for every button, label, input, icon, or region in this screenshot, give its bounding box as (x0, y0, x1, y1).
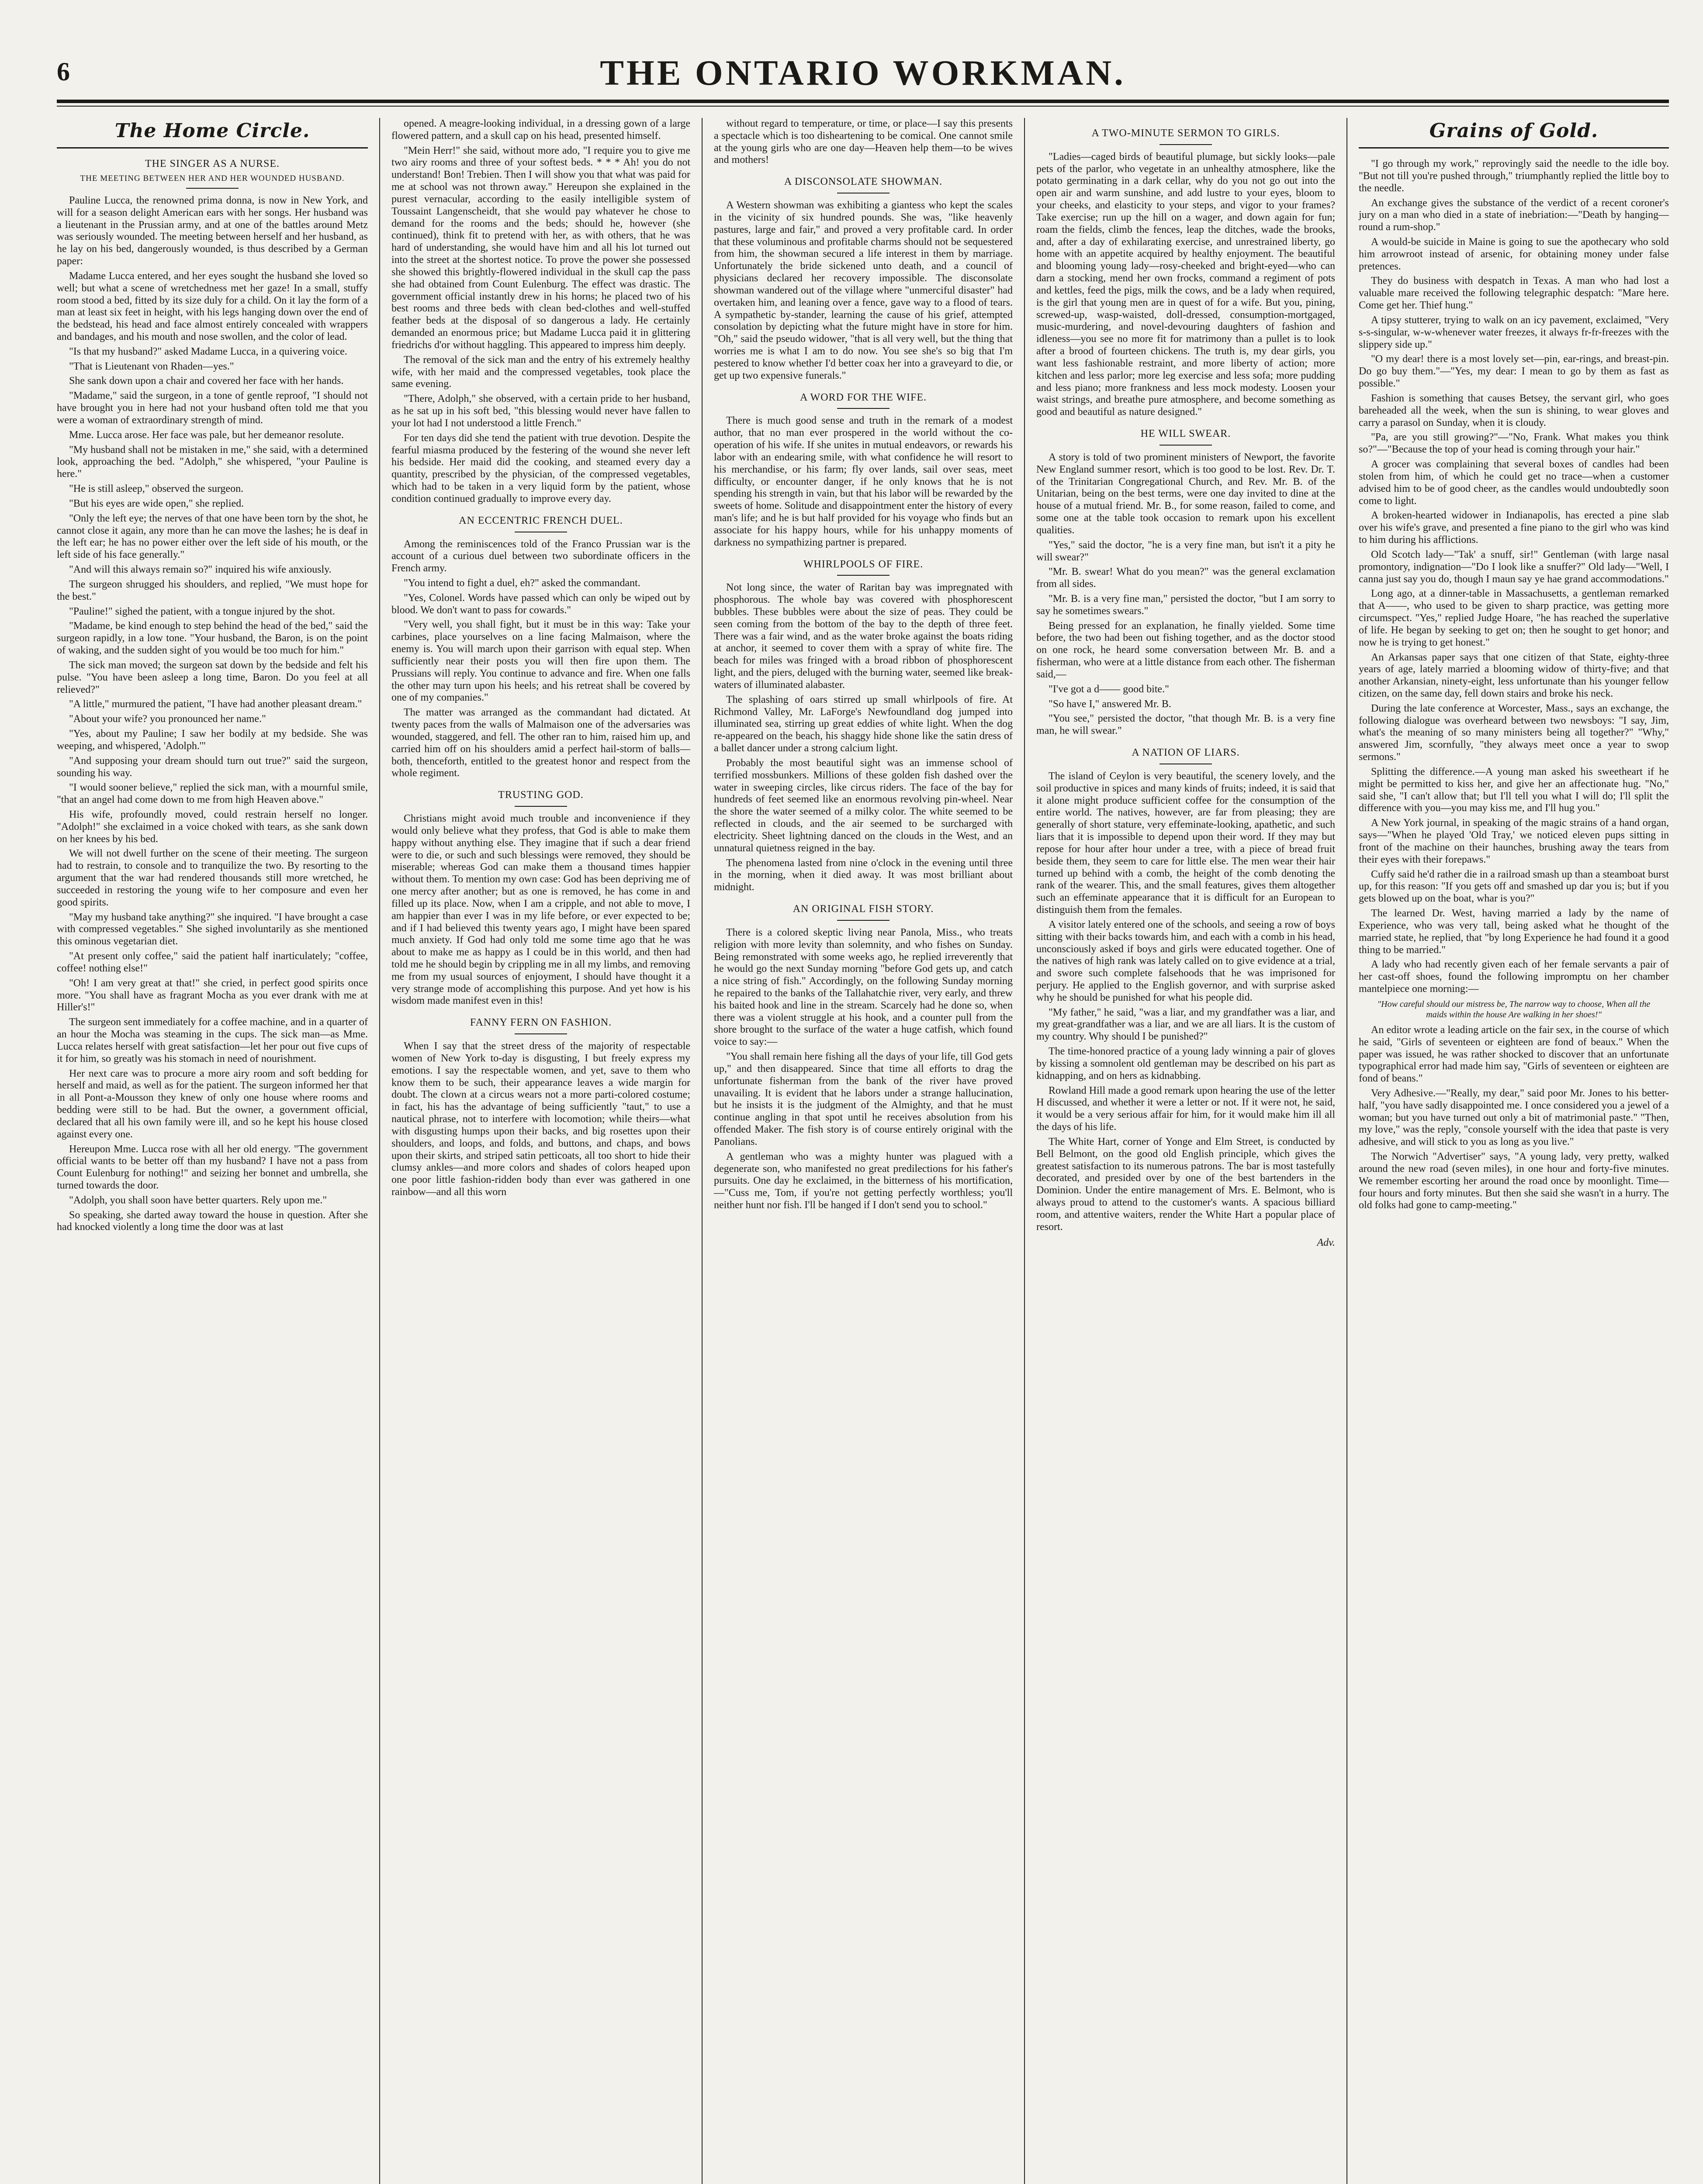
article-paragraph: The island of Ceylon is very beautiful, the scenery lovely, and the soil productive in spices and many kinds of fruits; indeed, it is said that it alone might produce sufficient coffee for the consumption of the entire world. The natives, however, are far from pleasing; they are generally of short stature, very effeminate-looking, apathetic, and such liars that it is impossible to depend upon their word. If they may but repose for hour after hour under a tree, with a piece of bread fruit beside them, they seem to care for little else. The men wear their hair turned up behind with a comb, the height of the comb denoting the rank of the wearer. This, and the small features, gives them altogether such an effeminate appearance that it is difficult for an European to distinguish them from the females. (1036, 770, 1335, 916)
article-paragraph: "Mein Herr!" she said, without more ado, "I require you to give me two airy rooms and three of your softest beds. * * * Ah! you do not understand! Bon! Trebien. Then I will show you that what was paid for me at school was not thrown away." Hereupon she explained in the purest vernacular, according to the easily intelligible system of Toussaint Langenscheidt, that she would pay whatever he chose to demand for the rooms and the beds; should he, however (she continued), think fit to pretend with her, as with others, that he was hard of understanding, she would have him and all his lot turned out into the street at the shortest notice. To prove the power she possessed she showed this brightly-flowered individual in the skull cap the pass she had obtained from Count Eulenburg. The effect was drastic. The government official instantly drew in his horns; he placed two of his best rooms and three beds with clean bed-clothes and well-stuffed feather beds at the disposal of so dangerous a lady. He certainly demanded an enormous price; but Madame Lucca paid it in glittering friedrichs d'or without haggling. This appeared to impress him deeply. (391, 145, 690, 351)
department-rule (1359, 147, 1669, 149)
article-subheading: THE MEETING BETWEEN HER AND HER WOUNDED HUSBAND. (80, 173, 345, 183)
article-paragraph: The Norwich "Advertiser" says, "A young lady, very pretty, walked around the new road (seven miles), in one hour and forty-five minutes. We remember escorting her around the road once by moonlight. Time—four hours and forty minutes. But then she said she wasn't in a hurry. The old folks had gone to camp-meeting." (1359, 1151, 1669, 1211)
article-paragraph: A broken-hearted widower in Indianapolis, has erected a pine slab over his wife's grave, and presented a fine piano to the girl who was kind to him during his afflictions. (1359, 510, 1669, 546)
article-paragraph: Fashion is something that causes Betsey, the servant girl, who goes bareheaded all the week, when the sun is shining, to wear gloves and carry a parasol on Sunday, when it is cloudy. (1359, 392, 1669, 429)
article-paragraph: Her next care was to procure a more airy room and soft bedding for herself and maid, as well as for the patient. The surgeon informed her that in all Pont-a-Mousson they knew of only one house where rooms and bedding were still to be had. But the owner, a government official, declared that all his own family were ill, and so he kept his house closed against every one. (57, 1068, 368, 1140)
article-paragraph: "Pa, are you still growing?"—"No, Frank. What makes you think so?"—"Because the top of your head is coming through your hair." (1359, 432, 1669, 456)
article-heading: A DISCONSOLATE SHOWMAN. (784, 176, 943, 188)
verse: "How careful should our mistress be, The narrow way to choose, When all the maids within the house Are walking in her shoes!" (1377, 999, 1651, 1019)
article-paragraph: "A little," murmured the patient, "I have had another pleasant dream." (69, 698, 362, 710)
article-paragraph: The splashing of oars stirred up small whirlpools of fire. At Richmond Valley, Mr. LaForge's Newfoundland dog jumped into illuminated sea, stirring up great eddies of white light. When the dog re-appeared on the beach, his shaggy hide shone like the satin dress of a ballet dancer under a strong calcium light. (714, 694, 1013, 754)
article-paragraph: "He is still asleep," observed the surgeon. (69, 483, 244, 495)
article-paragraph: "Pauline!" sighed the patient, with a tongue injured by the shot. (69, 605, 335, 617)
department-heading: Grains of Gold. (1429, 120, 1599, 142)
article-paragraph: without regard to temperature, or time, or place—I say this presents a spectacle which is too disheartening to be comical. One cannot smile at the young girls who are one day—Heaven help them—to be wives and mothers! (714, 118, 1013, 166)
article-paragraph: "May my husband take anything?" she inquired. "I have brought a case with compressed vegetables." She sighed involuntarily as she mentioned this ominous vegetarian diet. (57, 911, 368, 947)
article-columns (57, 118, 1669, 2184)
article-paragraph: There is much good sense and truth in the remark of a modest author, that no man ever prospered in the world without the co-operation of his wife. If she unites in mutual endeavors, or rewards his labor with an endearing smile, with what confidence he will resort to his merchandise, or his farm; fly over lands, sail over seas, meet difficulty, or encounter danger, if he only knows that he is not spending his strength in vain, but that his labor will be rewarded by the sweets of home. Solitude and disappointment enter the history of every man's life; and he is but half provided for his voyage who finds but an associate for his happy hours, while for his unhappy moments of darkness no sympathizing partner is prepared. (714, 415, 1013, 548)
masthead-rule-thin (57, 106, 1669, 107)
article-paragraph: The surgeon shrugged his shoulders, and replied, "We must hope for the best." (57, 578, 368, 602)
article (714, 176, 1013, 382)
article-heading: A TWO-MINUTE SERMON TO GIRLS. (1091, 128, 1280, 139)
department-heading: The Home Circle. (114, 120, 310, 142)
article (1036, 428, 1335, 737)
article (714, 392, 1013, 549)
article-paragraph: A tipsy stutterer, trying to walk on an icy pavement, exclaimed, "Very s-s-singular, w-w-whenever water freezes, it always fr-fr-freezes with the slippery side up." (1359, 314, 1669, 350)
article-paragraph: "My father," he said, "was a liar, and my grandfather was a liar, and my great-grandfather was a liar, and we are all liars. It is the custom of my country. Why should I be punished?" (1036, 1006, 1335, 1043)
article-rule (837, 408, 890, 409)
article-paragraph: Not long since, the water of Raritan bay was impregnated with phosphorous. The whole bay was covered with phosphorescent bubbles. These bubbles were about the size of peas. They could be seen coming from the bottom of the bay to the depth of three feet. There was a fair wind, and as the water broke against the boats riding at anchor, it seemed to cover them with a spray of white fire. The beach for miles was fringed with a broad ribbon of phosphorescent light, and the piers, deluged with the burning water, seemed like break-waters of illuminated alabaster. (714, 582, 1013, 691)
article-paragraph: There is a colored skeptic living near Panola, Miss., who treats religion with more levity than solemnity, and who fishes on Sunday. Being remonstrated with some weeks ago, he replied irreverently that he would go the next Sunday morning "before God gets up, and catch a nice string of fish." Accordingly, on the following Sunday morning he repaired to the banks of the Tallahatchie river, very early, and threw his baited hook and line in the stream. Scarcely had he done so, when there was a violent struggle at his hook, and a counter pull from the shore brought to the surface of the water a huge catfish, which found voice to say:— (714, 926, 1013, 1048)
article (391, 789, 690, 1007)
article-paragraph: "There, Adolph," she observed, with a certain pride to her husband, as he sat up in his soft bed, "this blessing would never have fallen to your lot had I not understood a little French." (391, 393, 690, 429)
page-number: 6 (57, 57, 70, 86)
article-rule (1160, 445, 1212, 446)
article-paragraph: "Yes, about my Pauline; I saw her bodily at my bedside. She was weeping, and whispered, 'Adolph.'" (57, 728, 368, 752)
article-paragraph: The sick man moved; the surgeon sat down by the bedside and felt his pulse. "You have been asleep a long time, Baron. Do you feel at all relieved?" (57, 659, 368, 695)
article-rule (837, 920, 890, 921)
article-paragraph: The learned Dr. West, having married a lady by the name of Experience, who was very tall, being asked what he thought of the married state, he replied, that "by long Experience he had found it a good thing to be married." (1359, 908, 1669, 956)
article-paragraph: "You intend to fight a duel, eh?" asked the commandant. (404, 577, 640, 589)
article-paragraph: "Mr. B. is a very fine man," persisted the doctor, "but I am sorry to say he sometimes swears." (1036, 593, 1335, 617)
article-paragraph: His wife, profoundly moved, could restrain herself no longer. "Adolph!" she exclaimed in a voice choked with tears, as she sank down on her knees by his bed. (57, 809, 368, 845)
article-paragraph: Old Scotch lady—"Tak' a snuff, sir!" Gentleman (with large nasal promontory, indignation—"Do I look like a snuffer?" Old lady—"Well, I canna just say you do, though I maun say ye hae grand accommodations." (1359, 549, 1669, 585)
article-paragraph: "Oh! I am very great at that!" she cried, in perfect good spirits once more. "You shall have as fragrant Mocha as you ever drank with me at Hiller's!" (57, 977, 368, 1013)
article-paragraph: "And will this always remain so?" inquired his wife anxiously. (69, 564, 332, 576)
article-paragraph: Hereupon Mme. Lucca rose with all her old energy. "The government official wants to be better off than my husband? I have not a pass from Count Eulenburg for nothing!" and seizing her bonnet and umbrella, she turned towards the door. (57, 1143, 368, 1191)
article-paragraph: A grocer was complaining that several boxes of candles had been stolen from him, of which he could get no trace—when a customer advised him to be of good cheer, as the candles would undoubtedly soon come to light. (1359, 459, 1669, 507)
article-paragraph: A Western showman was exhibiting a giantess who kept the scales in the vicinity of six hundred pounds. She was, "like heavenly pastures, large and fair," and proved a very profitable card. In order that these voluminous and profitable charms should not be sequestered from him, the showman secured a life interest in them by marriage. Unfortunately the bride sickened unto death, and a council of physicians declared her recovery impossible. The disconsolate showman wandered out of the village where "unmerciful disaster" had overtaken him, and leaning over a fence, gave way to a flood of tears. A sympathetic by-stander, learning the cause of his grief, attempted consolation by depicting what the future might have in store for him. "Oh," said the pseudo widower, "that is all very well, but the thing that worries me is what I am to do now. You see she's so big that I'm pestered to know whether I'd better coax her into a graveyard to die, or get up two expensive funerals." (714, 200, 1013, 381)
article-paragraph: For ten days did she tend the patient with true devotion. Despite the fearful miasma produced by the festering of the wound she never left his bedside. Her maid did the cooking, and steamed every day a quantity, prescribed by the physician, of the compressed vegetables, which had to be taken in a very liquid form by the patient, whose condition continued gradually to improve every day. (391, 432, 690, 505)
article-paragraph: "Ladies—caged birds of beautiful plumage, but sickly looks—pale pets of the parlor, who vegetate in an unhealthy atmosphere, like the potato germinating in a dark cellar, why do you not go out into the open air and warm sunshine, and add lustre to your eyes, bloom to your cheeks, and elasticity to your steps, and vigor to your frames? Take exercise; run up the hill on a wager, and down again for fun; roam the fields, climb the fences, leap the ditches, wade the brooks, and, after a day of exhilarating exercise, and unrestrained liberty, go home with an appetite acquired by healthy enjoyment. The beautiful and blooming young lady—rosy-cheeked and bright-eyed—who can darn a stocking, mend her own frocks, command a regiment of pots and kettles, feed the pigs, milk the cows, and be a lady when required, is the girl that young men are in quest of for a wife. But you, pining, screwed-up, wasp-waisted, doll-dressed, consumption-mortgaged, music-murdering, and novel-devouring daughters of fashion and idleness—you see no more fit for matrimony than a pullet is to look after a brood of fourteen chickens. The truth is, my dear girls, you want less fashionable restraint, and more liberty of action; more kitchen and less parlor; more leg exercise and less sofa; more pudding and less piano; more frankness and less mock modesty. Loosen your waist strings, and breathe pure atmosphere, and become something as good and beautiful as nature designed." (1036, 151, 1335, 418)
article-paragraph: "I would sooner believe," replied the sick man, with a mournful smile, "that an angel had come down to me from high Heaven above." (57, 782, 368, 806)
article-paragraph: She sank down upon a chair and covered her face with her hands. (69, 375, 344, 387)
article-paragraph: "My husband shall not be mistaken in me," she said, with a determined look, approaching the bed. "Adolph," she whispered, "your Pauline is here." (57, 444, 368, 480)
article-paragraph: "You see," persisted the doctor, "that though Mr. B. is a very fine man, he will swear." (1036, 713, 1335, 737)
article-heading: AN ORIGINAL FISH STORY. (793, 903, 934, 915)
masthead-rule (57, 100, 1669, 103)
article-paragraph: Madame Lucca entered, and her eyes sought the husband she loved so well; but what a scene of wretchedness met her gaze! In a small, stuffy room stood a bed, fitted by its size duly for a child. On it lay the form of a man at least six feet in height, with his legs hanging down over the end of the bedstead, his head and face almost entirely concealed with wrappers and bandages, and his mouth and nose swollen, and the color of lead. (57, 270, 368, 342)
article-paragraph: "That is Lieutenant von Rhaden—yes." (69, 360, 234, 372)
article-paragraph: Rowland Hill made a good remark upon hearing the use of the letter H discussed, and whether it were a letter or not. If it were not, he said, it would be a very serious affair for him, for it would make him ill all the days of his life. (1036, 1085, 1335, 1133)
masthead (57, 52, 1669, 100)
article-rule (515, 806, 567, 807)
article-paragraph: Pauline Lucca, the renowned prima donna, is now in New York, and will for a season delight American ears with her songs. Her husband was a lieutenant in the Prussian army, and at one of the battles around Metz was seriously wounded. The meeting between herself and her husband, as he lay on his bed, dangerously wounded, is thus described by a German paper: (57, 194, 368, 267)
article-paragraph: "Mr. B. swear! What do you mean?" was the general exclamation from all sides. (1036, 566, 1335, 590)
article-paragraph: The White Hart, corner of Yonge and Elm Street, is conducted by Bell Belmont, on the good old English principle, which gives the greatest satisfaction to its numerous patrons. The bar is most tastefully decorated, and presided over by one of the best bartenders in the Dominion. Under the entire management of Mrs. E. Belmont, who is always proud to attend to the customer's wants. A spacious billiard room, and attentive waiters, render the White Hart a popular place of resort. (1036, 1136, 1335, 1233)
article (1036, 128, 1335, 418)
article-heading: THE SINGER AS A NURSE. (145, 158, 280, 170)
article (391, 118, 690, 505)
article-rule (1160, 144, 1212, 145)
article-paragraph: "About your wife? you pronounced her name." (69, 713, 266, 725)
article-paragraph: opened. A meagre-looking individual, in a dressing gown of a large flowered pattern, and a skull cap on his head, presented himself. (391, 118, 690, 142)
article-paragraph: A story is told of two prominent ministers of Newport, the favorite New England summer resort, which is too good to be lost. Rev. Dr. T. of the Trinitarian Congregational Church, and Rev. Mr. B. of the Unitarian, being on the best terms, were one day invited to dine at the house of a mutual friend. Mr. B., for some reason, failed to come, and some one at the table took occasion to remark upon his excellent qualities. (1036, 451, 1335, 536)
article-heading: A NATION OF LIARS. (1132, 747, 1240, 759)
article-paragraph: "But his eyes are wide open," she replied. (69, 498, 244, 509)
article-paragraph: Long ago, at a dinner-table in Massachusetts, a gentleman remarked that A——, who used to be given to sharp practice, was getting more circumspect. "Yes," replied Judge Hoare, "he has reached the superlative of life. He began by seeking to get on; then he sought to get honor; and now he is trying to get honest." (1359, 588, 1669, 648)
article-paragraph: Very Adhesive.—"Really, my dear," said poor Mr. Jones to his better-half, "you have sadly disappointed me. I once considered you a jewel of a woman; but you have turned out only a bit of matrimonial paste." "Then, my love," was the reply, "console yourself with the idea that paste is very adhesive, and will stick to you as long as you live." (1359, 1088, 1669, 1148)
article-rule (186, 188, 239, 189)
article-heading: FANNY FERN ON FASHION. (470, 1017, 612, 1029)
article-rule (837, 575, 890, 576)
article-paragraph: "So have I," answered Mr. B. (1049, 698, 1171, 710)
article-paragraph: "Yes, Colonel. Words have passed which can only be wiped out by blood. We don't want to pass for cowards." (391, 592, 690, 616)
column-5 (1346, 118, 1669, 2184)
article-paragraph: So speaking, she darted away toward the house in question. After she had knocked violently a long time the door was at last (57, 1209, 368, 1233)
article-paragraph: Mme. Lucca arose. Her face was pale, but her demeanor resolute. (69, 429, 344, 441)
article-paragraph: They do business with despatch in Texas. A man who had lost a valuable mare received the following telegraphic despatch: "Mare here. Come get her. Thief hung." (1359, 275, 1669, 311)
article-paragraph: Christians might avoid much trouble and inconvenience if they would only believe what they profess, that God is able to make them happy without anything else. They imagine that if such a dear friend were to die, or such and such blessings were removed, they should be miserable; whereas God can make them a thousand times happier without them. To mention my own case: God has been depriving me of one mercy after another; but as one is removed, he has come in and filled up its place. Now, when I am a cripple, and not able to move, I am happier than ever I was in my life before, or ever expected to be; and if I had believed this twenty years ago, I might have been spared much anxiety. If God had only told me some time ago that he was about to make me as happy as I could be in this world, and then had told me he should begin by crippling me in all my limbs, and removing me from my usual sources of enjoyment, I should have thought it a very strange mode of accomplishing this purpose. And yet how is his wisdom made manifest even in this! (391, 813, 690, 1007)
article-paragraph: Splitting the difference.—A young man asked his sweetheart if he might be permitted to kiss her, and give her an affectionate hug. "No," said she, "I can't allow that; but I'll tell you what I will do; I'll split the difference with you—you may kiss me, and I'll hug you." (1359, 766, 1669, 814)
article-paragraph: "Adolph, you shall soon have better quarters. Rely upon me." (69, 1194, 327, 1206)
article (714, 903, 1013, 1212)
article-paragraph: "Only the left eye; the nerves of that one have been torn by the shot, he cannot close it again, any more than he can move the lashes; he is deaf in the left ear; he has no power either over the left side of his mouth, or the left side of his face generally." (57, 512, 368, 561)
article-paragraph: An Arkansas paper says that one citizen of that State, eighty-three years of age, lately married a blooming widow of thirty-five; and that another Arkansian, ninety-eight, less unfortunate than his younger fellow citizen, on the same day, fell down stairs and broke his neck. (1359, 651, 1669, 699)
column-2 (379, 118, 702, 2184)
article-paragraph: Among the reminiscences told of the Franco Prussian war is the account of a curious duel between two subordinate officers in the French army. (391, 538, 690, 574)
article-paragraph: A New York journal, in speaking of the magic strains of a hand organ, says—"When he played 'Old Tray,' we noticed eleven pups sitting in front of the machine on their haunches, brushing away the tears from their eyes with their forepaws." (1359, 817, 1669, 865)
article-paragraph: A visitor lately entered one of the schools, and seeing a row of boys sitting with their backs towards him, and each with a comb in his head, unconsciously asked if boys and girls were educated together. One of the natives of high rank was lately called on to give evidence at a trial, and swore such complete falsehoods that he was imprisoned for perjury. He applied to the English governor, and with surprise asked why he should be punished for what his people did. (1036, 919, 1335, 1003)
article (1036, 747, 1335, 1249)
article-paragraph: An editor wrote a leading article on the fair sex, in the course of which he said, "Girls of seventeen or eighteen are fond of beaux." When the paper was issued, he was rather shocked to discover that an unfortunate typographical error had made him say, "Girls of seventeen or eighteen are fond of beans." (1359, 1024, 1669, 1085)
article-heading: HE WILL SWEAR. (1140, 428, 1231, 440)
article-paragraph: "At present only coffee," said the patient half inarticulately; "coffee, coffee! nothing else!" (57, 950, 368, 974)
article-paragraph: "I go through my work," reprovingly said the needle to the idle boy. "But not till you're pushed through," triumphantly replied the little boy to the needle. (1359, 158, 1669, 194)
column-3 (702, 118, 1024, 2184)
article-paragraph: "Madame, be kind enough to step behind the head of the bed," said the surgeon rapidly, in a low tone. "Your husband, the Baron, is on the point of waking, and the sudden sight of you would be too much for him." (57, 620, 368, 657)
article-paragraph: During the late conference at Worcester, Mass., says an exchange, the following dialogue was overheard between two newsboys: "I say, Jim, what's the meaning of so many ministers being all together?" "Why," answered Jim, scornfully, "they always meet once a year to swop sermons." (1359, 702, 1669, 763)
article-paragraph: "Yes," said the doctor, "he is a very fine man, but isn't it a pity he will swear?" (1036, 539, 1335, 563)
article-paragraph: Probably the most beautiful sight was an immense school of terrified mossbunkers. Millions of these golden fish dashed over the water in sweeping circles, like circus riders. The face of the bay for hundreds of feet seemed like an enormous revolving pin-wheel. Near the shore the water seemed of a milky color. The white seemed to be reflected in clouds, and the air seemed to be surcharged with electricity. Sheet lightning danced on the clouds in the West, and an unnatural quietness reigned in the bay. (714, 757, 1013, 854)
article (391, 1017, 690, 1199)
article (714, 559, 1013, 894)
article-paragraph: "O my dear! there is a most lovely set—pin, ear-rings, and breast-pin. Do go buy them."—"Yes, my dear: I mean to go by them as fast as possible." (1359, 353, 1669, 390)
article-heading: TRUSTING GOD. (498, 789, 584, 801)
article-paragraph: The surgeon sent immediately for a coffee machine, and in a quarter of an hour the Mocha was steaming in the cups. The sick man—as Mme. Lucca relates herself with great satisfaction—let her pour out five cups of it for him, so greatly was his stomach in need of nourishment. (57, 1016, 368, 1064)
article-paragraph: "Is that my husband?" asked Madame Lucca, in a quivering voice. (69, 346, 347, 357)
article-paragraph: A would-be suicide in Maine is going to sue the apothecary who sold him arrowroot instead of arsenic, for obtaining money under false pretences. (1359, 236, 1669, 272)
advertisement-signoff: Adv. (1317, 1237, 1335, 1248)
newspaper-title: THE ONTARIO WORKMAN. (600, 53, 1126, 93)
column-1 (57, 118, 379, 2184)
article (391, 515, 690, 780)
article-paragraph: "I've got a d—— good bite." (1049, 683, 1169, 695)
article-heading: AN ECCENTRIC FRENCH DUEL. (459, 515, 623, 526)
article-paragraph: "And supposing your dream should turn out true?" said the surgeon, sounding his way. (57, 755, 368, 779)
article-paragraph: A lady who had recently given each of her female servants a pair of her cast-off shoes, found the following impromptu on her chamber mantelpiece one morning:— (1359, 959, 1669, 995)
article (714, 118, 1013, 166)
article-paragraph: We will not dwell further on the scene of their meeting. The surgeon had to restrain, to console and to tranquilize the two. By resorting to the argument that the war had rendered thousands still more wretched, he succeeded in restoring the young wife to her composure and even her good spirits. (57, 848, 368, 908)
article-paragraph: "Very well, you shall fight, but it must be in this way: Take your carbines, place yourselves on a line facing Malmaison, where the enemy is. You will march upon their garrison with equal step. When sufficiently near their posts you will then fire upon them. The Prussians will reply. You continue to advance and fire. When one falls the other may turn upon his heels; and his retreat shall be covered by one of my companies." (391, 619, 690, 704)
article-paragraph: When I say that the street dress of the majority of respectable women of New York to-day is disgusting, I but freely express my emotions. I say the respectable women, and yet, save to them who know them to be such, their appearance leaves a wide margin for doubt. The clown at a circus wears not a more parti-colored costume; in fact, his has the advantage of being sufficiently "taut," to use a nautical phrase, not to interfere with locomotion; while theirs—what with disgusting humps upon their backs, and big rosettes upon their shoulders, and loops, and folds, and buttons, and chaps, and bows upon their skirts, and striped satin petticoats, all too short to hide their clumsy ankles—and more colors and shades of colors heaped upon one poor little fashion-ridden body than ever was gathered in one rainbow—and all this worn (391, 1040, 690, 1198)
article-paragraph: A gentleman who was a mighty hunter was plagued with a degenerate son, who manifested no great predilections for his father's pursuits. One day he exclaimed, in the bitterness of his mortification,—"Cuss me, Tom, if you're not getting perfectly worthless; you'll neither hunt nor fish. I'll be hanged if I don't send you to school." (714, 1151, 1013, 1211)
article-rule (837, 193, 890, 194)
department-rule (57, 147, 368, 149)
article-paragraph: The phenomena lasted from nine o'clock in the evening until three in the morning, when it died away. It was most brilliant about midnight. (714, 857, 1013, 893)
article-paragraph: The removal of the sick man and the entry of his extremely healthy wife, with her maid and the compressed vegetables, took place the same evening. (391, 354, 690, 390)
article-paragraph: "You shall remain here fishing all the days of your life, till God gets up," and then disappeared. Since that time all efforts to drag the unfortunate fisherman from the bank of the river have proved unavailing. It is evident that he labors under a strange hallucination, but he insists it is the judgment of the Almighty, and that he must continue angling in that spot until he receives absolution from his offended Maker. The fish story is of course entirely original with the Panolians. (714, 1051, 1013, 1147)
article (57, 158, 368, 1234)
article-rule (515, 1033, 567, 1034)
article-paragraph: Cuffy said he'd rather die in a railroad smash up than a steamboat burst up, for this reason: "If you gets off and smashed up dar you is; but if you gets blowed up on the boat, whar is you?" (1359, 868, 1669, 905)
article-paragraph: The time-honored practice of a young lady winning a pair of gloves by kissing a somnolent old gentleman may be described on his part as kidnapping, and on hers as kidnabbing. (1036, 1046, 1335, 1082)
article-paragraph: An exchange gives the substance of the verdict of a recent coroner's jury on a man who died in a state of inebriation:—"Death by hanging—round a rum-shop." (1359, 197, 1669, 233)
article-paragraph: "Madame," said the surgeon, in a tone of gentle reproof, "I should not have brought you in here had not your husband often told me that you were a woman of extraordinary strength of mind. (57, 390, 368, 426)
column-4 (1024, 118, 1346, 2184)
article-paragraph: The matter was arranged as the commandant had dictated. At twenty paces from the walls of Malmaison one of the adversaries was wounded, staggered, and fell. The other ran to him, raised him up, and carried him off on his shoulders amid a perfect hail-storm of balls—both, thenceforth, entitled to the greatest honor and respect from the whole regiment. (391, 707, 690, 779)
newspaper-page (57, 52, 1669, 2184)
article-heading: WHIRLPOOLS OF FIRE. (803, 558, 924, 570)
article-paragraph: Being pressed for an explanation, he finally yielded. Some time before, the two had been out fishing together, and as the doctor stood on one rock, he heard some conversation between Mr. B. and a fisherman, who were at a little distance from each other. The fisherman said,— (1036, 620, 1335, 680)
article-heading: A WORD FOR THE WIFE. (800, 391, 927, 403)
article (1359, 158, 1669, 1212)
